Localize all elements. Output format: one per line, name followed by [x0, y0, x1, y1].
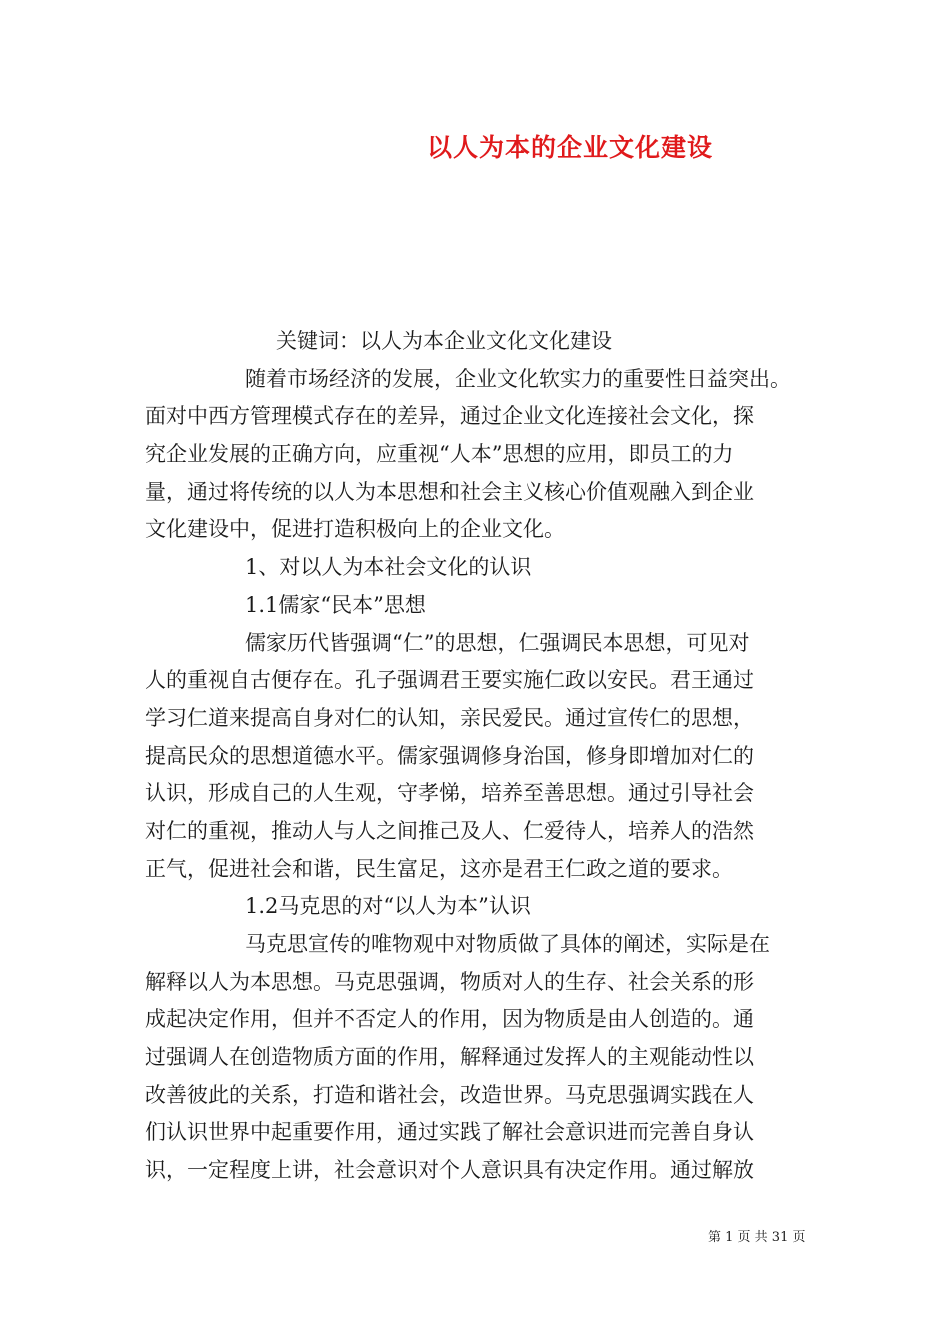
text-line: 文化建设中，促进打造积极向上的企业文化。	[145, 517, 565, 542]
text-line: 面对中西方管理模式存在的差异，通过企业文化连接社会文化，探	[145, 404, 754, 429]
document-title: 以人为本的企业文化建设	[426, 133, 713, 162]
text-line: 成起决定作用，但并不否定人的作用，因为物质是由人创造的。通	[145, 1007, 754, 1032]
text-line: 1.1儒家“民本”思想	[245, 592, 426, 617]
text-line: 随着市场经济的发展，企业文化软实力的重要性日益突出。	[245, 366, 791, 391]
text-line: 认识，形成自己的人生观，守孝悌，培养至善思想。通过引导社会	[145, 781, 754, 806]
text-line: 解释以人为本思想。马克思强调，物质对人的生存、社会关系的形	[145, 969, 754, 994]
text-line: 马克思宣传的唯物观中对物质做了具体的阐述，实际是在	[245, 932, 770, 956]
keywords-line: 关键词：以人为本企业文化文化建设	[276, 329, 612, 353]
text-line: 改善彼此的关系，打造和谐社会，改造世界。马克思强调实践在人	[145, 1082, 754, 1107]
text-line: 们认识世界中起重要作用，通过实践了解社会意识进而完善自身认	[145, 1120, 754, 1145]
text-line: 究企业发展的正确方向，应重视“人本”思想的应用，即员工的力	[145, 442, 734, 467]
text-line: 人的重视自古便存在。孔子强调君王要实施仁政以安民。君王通过	[145, 668, 754, 693]
document-body	[145, 323, 825, 1190]
text-line: 儒家历代皆强调“仁”的思想，仁强调民本思想，可见对	[245, 630, 750, 655]
text-line: 学习仁道来提高自身对仁的认知，亲民爱民。通过宣传仁的思想，	[145, 705, 754, 730]
text-line: 正气，促进社会和谐，民生富足，这亦是君王仁政之道的要求。	[145, 856, 733, 881]
text-line: 对仁的重视，推动人与人之间推己及人、仁爱待人，培养人的浩然	[145, 818, 754, 843]
text-line: 1、对以人为本社会文化的认识	[245, 555, 532, 580]
text-line: 过强调人在创造物质方面的作用，解释通过发挥人的主观能动性以	[145, 1045, 754, 1070]
page-number: 第 1 页 共 31 页	[708, 1230, 806, 1245]
paragraph-lines	[145, 361, 825, 1190]
text-line: 识，一定程度上讲，社会意识对个人意识具有决定作用。通过解放	[145, 1158, 754, 1183]
text-line: 量，通过将传统的以人为本思想和社会主义核心价值观融入到企业	[145, 479, 754, 504]
text-line: 1.2马克思的对“以人为本”认识	[245, 894, 531, 919]
text-line: 提高民众的思想道德水平。儒家强调修身治国，修身即增加对仁的	[145, 743, 754, 768]
